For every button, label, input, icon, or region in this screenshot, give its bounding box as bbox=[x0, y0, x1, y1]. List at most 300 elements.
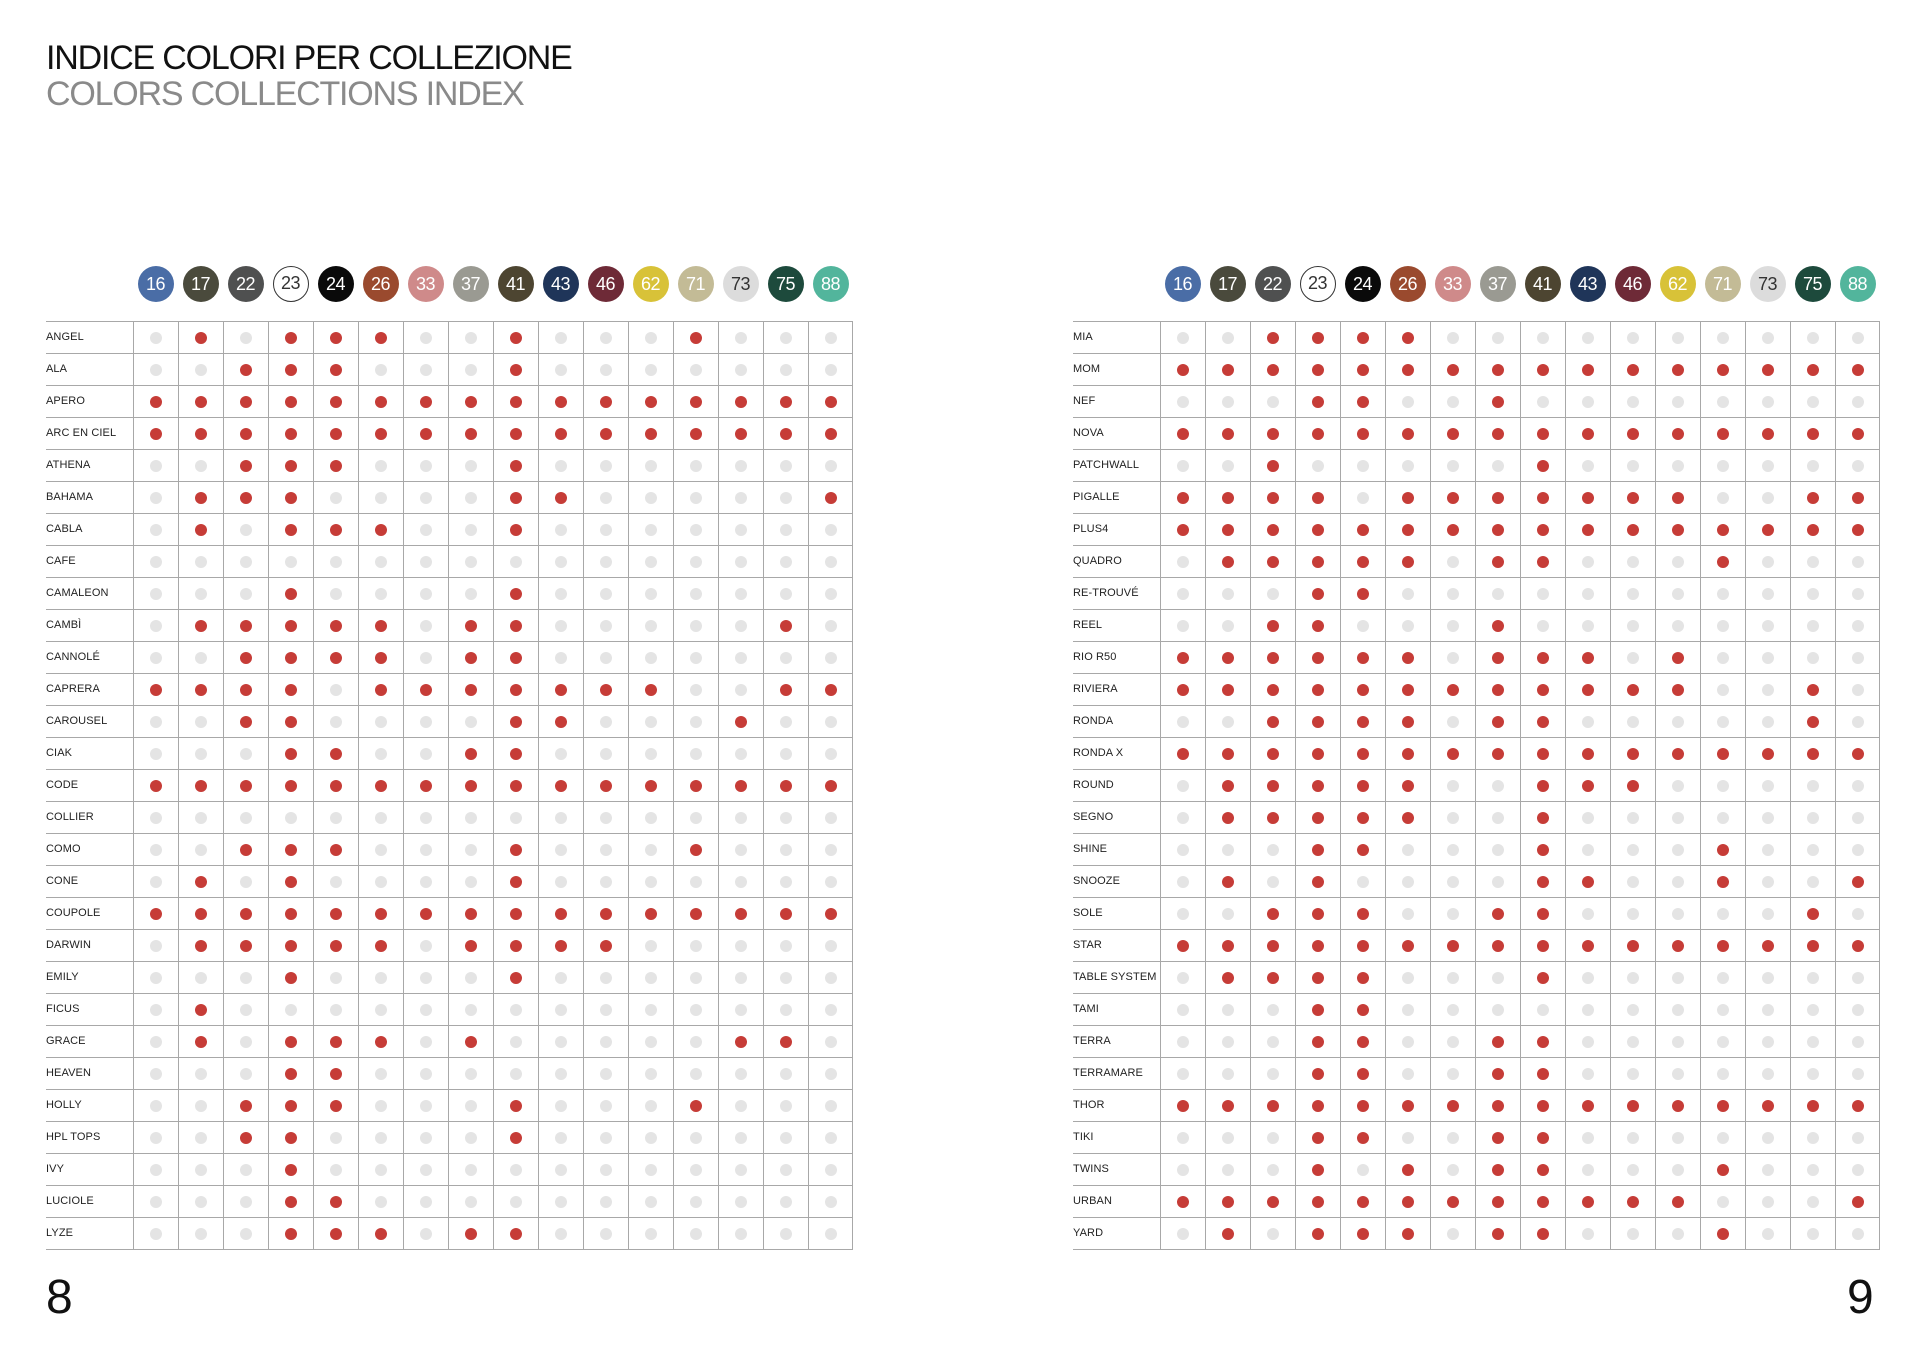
unavailable-dot bbox=[555, 556, 567, 568]
availability-cell bbox=[448, 674, 493, 705]
available-dot bbox=[1357, 556, 1369, 568]
unavailable-dot bbox=[600, 1132, 612, 1144]
unavailable-dot bbox=[735, 940, 747, 952]
available-dot bbox=[1807, 908, 1819, 920]
unavailable-dot bbox=[420, 812, 432, 824]
unavailable-dot bbox=[240, 812, 252, 824]
collection-name: TWINS bbox=[1073, 1163, 1109, 1175]
available-dot bbox=[780, 428, 792, 440]
unavailable-dot bbox=[690, 364, 702, 376]
available-dot bbox=[240, 908, 252, 920]
unavailable-dot bbox=[1717, 1132, 1729, 1144]
availability-cell bbox=[493, 674, 538, 705]
table-row bbox=[46, 1218, 853, 1250]
availability-cell bbox=[628, 1058, 673, 1089]
unavailable-dot bbox=[1177, 556, 1189, 568]
unavailable-dot bbox=[1807, 1132, 1819, 1144]
available-dot bbox=[1312, 588, 1324, 600]
available-dot bbox=[1312, 1132, 1324, 1144]
availability-cell bbox=[1340, 354, 1385, 385]
availability-cell bbox=[718, 546, 763, 577]
unavailable-dot bbox=[1717, 780, 1729, 792]
unavailable-dot bbox=[330, 972, 342, 984]
availability-cell bbox=[1295, 898, 1340, 929]
unavailable-dot bbox=[600, 716, 612, 728]
availability-cell bbox=[448, 802, 493, 833]
availability-cell bbox=[493, 450, 538, 481]
unavailable-dot bbox=[735, 556, 747, 568]
table-row bbox=[46, 706, 853, 738]
availability-cell bbox=[1835, 834, 1880, 865]
collection-name: RIVIERA bbox=[1073, 683, 1118, 695]
availability-cell bbox=[1250, 706, 1295, 737]
availability-cell bbox=[1520, 418, 1565, 449]
unavailable-dot bbox=[600, 460, 612, 472]
unavailable-dot bbox=[240, 588, 252, 600]
collection-name: TAMI bbox=[1073, 1003, 1099, 1015]
available-dot bbox=[1402, 652, 1414, 664]
availability-cell bbox=[1340, 482, 1385, 513]
available-dot bbox=[1537, 1132, 1549, 1144]
availability-cell bbox=[583, 386, 628, 417]
availability-cell bbox=[403, 578, 448, 609]
collection-name: RIO R50 bbox=[1073, 651, 1117, 663]
availability-cell bbox=[178, 994, 223, 1025]
availability-cell bbox=[1160, 546, 1205, 577]
available-dot bbox=[645, 908, 657, 920]
availability-cell bbox=[133, 1186, 178, 1217]
available-dot bbox=[1312, 492, 1324, 504]
available-dot bbox=[195, 332, 207, 344]
unavailable-dot bbox=[1852, 1068, 1864, 1080]
availability-cell bbox=[1250, 354, 1295, 385]
availability-cell bbox=[1745, 738, 1790, 769]
available-dot bbox=[1807, 940, 1819, 952]
availability-cell bbox=[1295, 962, 1340, 993]
available-dot bbox=[1357, 1004, 1369, 1016]
availability-cell bbox=[448, 994, 493, 1025]
table-row bbox=[46, 354, 853, 386]
availability-cell bbox=[1655, 1058, 1700, 1089]
title-italian: INDICE COLORI PER COLLEZIONE bbox=[46, 39, 572, 77]
table-row bbox=[46, 546, 853, 578]
available-dot bbox=[690, 844, 702, 856]
available-dot bbox=[1627, 492, 1639, 504]
unavailable-dot bbox=[1762, 812, 1774, 824]
available-dot bbox=[1267, 812, 1279, 824]
available-dot bbox=[1447, 1100, 1459, 1112]
available-dot bbox=[1672, 428, 1684, 440]
unavailable-dot bbox=[645, 1068, 657, 1080]
availability-cell bbox=[1520, 834, 1565, 865]
available-dot bbox=[285, 748, 297, 760]
unavailable-dot bbox=[780, 364, 792, 376]
collection-name: URBAN bbox=[1073, 1195, 1113, 1207]
unavailable-dot bbox=[1357, 1164, 1369, 1176]
availability-cell bbox=[1250, 450, 1295, 481]
availability-cell bbox=[1520, 354, 1565, 385]
unavailable-dot bbox=[195, 1228, 207, 1240]
availability-cell bbox=[1205, 738, 1250, 769]
availability-cell bbox=[808, 546, 853, 577]
color-swatch-24: 24 bbox=[1345, 266, 1381, 302]
available-dot bbox=[1267, 972, 1279, 984]
available-dot bbox=[555, 780, 567, 792]
availability-cell bbox=[1250, 1026, 1295, 1057]
available-dot bbox=[1402, 492, 1414, 504]
availability-cell bbox=[1475, 546, 1520, 577]
page-number-right: 9 bbox=[1847, 1271, 1874, 1324]
unavailable-dot bbox=[150, 972, 162, 984]
availability-cell bbox=[763, 802, 808, 833]
availability-cell bbox=[178, 1122, 223, 1153]
availability-cell bbox=[1565, 1122, 1610, 1153]
unavailable-dot bbox=[1627, 972, 1639, 984]
available-dot bbox=[1807, 1100, 1819, 1112]
availability-cell bbox=[538, 386, 583, 417]
available-dot bbox=[195, 684, 207, 696]
available-dot bbox=[600, 428, 612, 440]
availability-cell bbox=[493, 514, 538, 545]
unavailable-dot bbox=[420, 460, 432, 472]
available-dot bbox=[780, 908, 792, 920]
availability-cell bbox=[223, 674, 268, 705]
availability-cell bbox=[673, 1058, 718, 1089]
availability-cell bbox=[1745, 898, 1790, 929]
unavailable-dot bbox=[240, 876, 252, 888]
availability-cell bbox=[628, 578, 673, 609]
available-dot bbox=[1222, 428, 1234, 440]
availability-cell bbox=[313, 610, 358, 641]
availability-cell bbox=[628, 738, 673, 769]
color-swatch-43: 43 bbox=[543, 266, 579, 302]
unavailable-dot bbox=[555, 844, 567, 856]
table-row bbox=[46, 994, 853, 1026]
availability-cell bbox=[1250, 1186, 1295, 1217]
availability-cell bbox=[1610, 418, 1655, 449]
availability-cell bbox=[493, 1122, 538, 1153]
availability-cell bbox=[583, 930, 628, 961]
availability-cell bbox=[133, 418, 178, 449]
unavailable-dot bbox=[1627, 620, 1639, 632]
availability-cell bbox=[313, 418, 358, 449]
availability-cell bbox=[133, 546, 178, 577]
availability-cell bbox=[313, 1026, 358, 1057]
available-dot bbox=[510, 972, 522, 984]
availability-cell bbox=[763, 994, 808, 1025]
unavailable-dot bbox=[825, 972, 837, 984]
availability-cell bbox=[1700, 674, 1745, 705]
available-dot bbox=[1222, 492, 1234, 504]
availability-cell bbox=[1745, 1090, 1790, 1121]
available-dot bbox=[285, 876, 297, 888]
availability-cell bbox=[583, 1058, 628, 1089]
availability-cell bbox=[1295, 322, 1340, 353]
available-dot bbox=[195, 940, 207, 952]
unavailable-dot bbox=[690, 524, 702, 536]
color-swatch-88: 88 bbox=[813, 266, 849, 302]
availability-cell bbox=[1475, 706, 1520, 737]
availability-cell bbox=[1745, 578, 1790, 609]
available-dot bbox=[1627, 428, 1639, 440]
availability-cell bbox=[1430, 898, 1475, 929]
unavailable-dot bbox=[1852, 844, 1864, 856]
unavailable-dot bbox=[825, 588, 837, 600]
available-dot bbox=[1492, 748, 1504, 760]
availability-cell bbox=[1520, 706, 1565, 737]
availability-cell bbox=[628, 1218, 673, 1249]
availability-cell bbox=[268, 418, 313, 449]
unavailable-dot bbox=[420, 716, 432, 728]
availability-cell bbox=[1790, 706, 1835, 737]
availability-cell bbox=[1700, 1058, 1745, 1089]
availability-cell bbox=[1160, 738, 1205, 769]
unavailable-dot bbox=[420, 620, 432, 632]
availability-cell bbox=[763, 770, 808, 801]
title-english: COLORS COLLECTIONS INDEX bbox=[46, 75, 524, 113]
available-dot bbox=[1402, 780, 1414, 792]
availability-cell bbox=[448, 1218, 493, 1249]
unavailable-dot bbox=[780, 812, 792, 824]
unavailable-dot bbox=[1447, 1036, 1459, 1048]
availability-cell bbox=[718, 386, 763, 417]
available-dot bbox=[1447, 524, 1459, 536]
availability-cell bbox=[1700, 610, 1745, 641]
unavailable-dot bbox=[1222, 396, 1234, 408]
availability-cell bbox=[313, 546, 358, 577]
collection-name: BAHAMA bbox=[46, 491, 94, 503]
availability-cell bbox=[673, 770, 718, 801]
available-dot bbox=[465, 908, 477, 920]
available-dot bbox=[240, 428, 252, 440]
unavailable-dot bbox=[420, 1004, 432, 1016]
available-dot bbox=[1222, 652, 1234, 664]
availability-cell bbox=[133, 386, 178, 417]
availability-cell bbox=[763, 1026, 808, 1057]
unavailable-dot bbox=[1177, 1132, 1189, 1144]
available-dot bbox=[285, 1036, 297, 1048]
availability-cell bbox=[1205, 1154, 1250, 1185]
available-dot bbox=[285, 588, 297, 600]
availability-cell bbox=[1430, 706, 1475, 737]
unavailable-dot bbox=[600, 812, 612, 824]
unavailable-dot bbox=[1672, 1004, 1684, 1016]
availability-cell bbox=[1250, 738, 1295, 769]
availability-cell bbox=[808, 994, 853, 1025]
table-row bbox=[1073, 1122, 1880, 1154]
availability-cell bbox=[1250, 1122, 1295, 1153]
availability-cell bbox=[1520, 930, 1565, 961]
available-dot bbox=[1852, 428, 1864, 440]
availability-cell bbox=[1430, 1122, 1475, 1153]
unavailable-dot bbox=[240, 1164, 252, 1176]
unavailable-dot bbox=[1357, 460, 1369, 472]
available-dot bbox=[510, 876, 522, 888]
availability-cell bbox=[1655, 962, 1700, 993]
unavailable-dot bbox=[1627, 1036, 1639, 1048]
unavailable-dot bbox=[825, 748, 837, 760]
available-dot bbox=[1852, 1196, 1864, 1208]
unavailable-dot bbox=[825, 652, 837, 664]
table-row bbox=[46, 1090, 853, 1122]
unavailable-dot bbox=[195, 1068, 207, 1080]
available-dot bbox=[1717, 524, 1729, 536]
availability-cell bbox=[358, 1218, 403, 1249]
available-dot bbox=[330, 652, 342, 664]
availability-cell bbox=[223, 450, 268, 481]
availability-cell bbox=[583, 1186, 628, 1217]
availability-cell bbox=[718, 322, 763, 353]
availability-cell bbox=[1790, 1090, 1835, 1121]
availability-cell bbox=[718, 866, 763, 897]
unavailable-dot bbox=[780, 1164, 792, 1176]
color-swatch-33: 33 bbox=[408, 266, 444, 302]
availability-cell bbox=[628, 1090, 673, 1121]
unavailable-dot bbox=[555, 460, 567, 472]
unavailable-dot bbox=[195, 556, 207, 568]
availability-cell bbox=[1835, 674, 1880, 705]
unavailable-dot bbox=[1222, 620, 1234, 632]
unavailable-dot bbox=[195, 460, 207, 472]
unavailable-dot bbox=[1807, 876, 1819, 888]
unavailable-dot bbox=[780, 492, 792, 504]
availability-cell bbox=[1610, 706, 1655, 737]
availability-cell bbox=[538, 706, 583, 737]
available-dot bbox=[825, 492, 837, 504]
available-dot bbox=[420, 780, 432, 792]
availability-cell bbox=[808, 1218, 853, 1249]
unavailable-dot bbox=[690, 588, 702, 600]
available-dot bbox=[1177, 748, 1189, 760]
availability-cell bbox=[583, 322, 628, 353]
availability-cell bbox=[1655, 1090, 1700, 1121]
available-dot bbox=[240, 940, 252, 952]
availability-cell bbox=[133, 322, 178, 353]
unavailable-dot bbox=[1267, 844, 1279, 856]
availability-cell bbox=[1205, 834, 1250, 865]
availability-cell bbox=[223, 1026, 268, 1057]
unavailable-dot bbox=[600, 364, 612, 376]
availability-cell bbox=[1700, 1026, 1745, 1057]
availability-cell bbox=[358, 994, 403, 1025]
availability-cell bbox=[403, 770, 448, 801]
available-dot bbox=[510, 780, 522, 792]
availability-cell bbox=[1790, 738, 1835, 769]
availability-cell bbox=[763, 322, 808, 353]
availability-cell bbox=[1205, 1186, 1250, 1217]
unavailable-dot bbox=[375, 492, 387, 504]
availability-cell bbox=[718, 1090, 763, 1121]
availability-cell bbox=[1790, 482, 1835, 513]
available-dot bbox=[645, 396, 657, 408]
availability-cell bbox=[1160, 1218, 1205, 1249]
availability-cell bbox=[1700, 418, 1745, 449]
available-dot bbox=[1807, 716, 1819, 728]
unavailable-dot bbox=[1267, 1036, 1279, 1048]
unavailable-dot bbox=[375, 460, 387, 472]
availability-cell bbox=[628, 930, 673, 961]
unavailable-dot bbox=[1807, 812, 1819, 824]
collection-name: PATCHWALL bbox=[1073, 459, 1140, 471]
availability-cell bbox=[268, 1090, 313, 1121]
availability-cell bbox=[1565, 1090, 1610, 1121]
available-dot bbox=[1582, 748, 1594, 760]
unavailable-dot bbox=[420, 876, 432, 888]
unavailable-dot bbox=[645, 844, 657, 856]
available-dot bbox=[375, 524, 387, 536]
availability-cell bbox=[448, 834, 493, 865]
available-dot bbox=[150, 396, 162, 408]
availability-cell bbox=[718, 1154, 763, 1185]
availability-cell bbox=[313, 674, 358, 705]
unavailable-dot bbox=[1672, 844, 1684, 856]
color-swatch-16: 16 bbox=[138, 266, 174, 302]
availability-cell bbox=[223, 578, 268, 609]
available-dot bbox=[1717, 364, 1729, 376]
available-dot bbox=[510, 364, 522, 376]
availability-cell bbox=[403, 386, 448, 417]
unavailable-dot bbox=[1267, 1132, 1279, 1144]
unavailable-dot bbox=[1177, 812, 1189, 824]
availability-cell bbox=[1295, 738, 1340, 769]
availability-cell bbox=[1475, 930, 1520, 961]
available-dot bbox=[420, 908, 432, 920]
unavailable-dot bbox=[1582, 396, 1594, 408]
availability-cell bbox=[1700, 322, 1745, 353]
availability-cell bbox=[673, 738, 718, 769]
availability-cell bbox=[1160, 1090, 1205, 1121]
availability-cell bbox=[1565, 322, 1610, 353]
table-row bbox=[1073, 930, 1880, 962]
availability-cell bbox=[538, 898, 583, 929]
availability-cell bbox=[178, 642, 223, 673]
available-dot bbox=[1447, 684, 1459, 696]
availability-cell bbox=[358, 898, 403, 929]
unavailable-dot bbox=[780, 556, 792, 568]
availability-cell bbox=[1475, 1026, 1520, 1057]
available-dot bbox=[285, 428, 297, 440]
unavailable-dot bbox=[1627, 1004, 1639, 1016]
availability-cell bbox=[718, 802, 763, 833]
availability-cell bbox=[1160, 1154, 1205, 1185]
color-swatch-71: 71 bbox=[678, 266, 714, 302]
availability-cell bbox=[313, 930, 358, 961]
availability-cell bbox=[448, 898, 493, 929]
available-dot bbox=[690, 1100, 702, 1112]
availability-cell bbox=[1160, 866, 1205, 897]
available-dot bbox=[1177, 940, 1189, 952]
availability-cell bbox=[1745, 322, 1790, 353]
availability-cell bbox=[1610, 386, 1655, 417]
availability-cell bbox=[763, 834, 808, 865]
unavailable-dot bbox=[150, 588, 162, 600]
availability-cell bbox=[178, 386, 223, 417]
availability-cell bbox=[358, 1026, 403, 1057]
available-dot bbox=[1492, 620, 1504, 632]
available-dot bbox=[1492, 1196, 1504, 1208]
availability-cell bbox=[448, 1186, 493, 1217]
table-row bbox=[46, 450, 853, 482]
unavailable-dot bbox=[555, 812, 567, 824]
availability-cell bbox=[538, 1154, 583, 1185]
availability-cell bbox=[223, 994, 268, 1025]
availability-cell bbox=[1565, 514, 1610, 545]
unavailable-dot bbox=[330, 876, 342, 888]
availability-cell bbox=[223, 1090, 268, 1121]
availability-cell bbox=[223, 514, 268, 545]
unavailable-dot bbox=[1447, 1164, 1459, 1176]
availability-cell bbox=[1385, 642, 1430, 673]
